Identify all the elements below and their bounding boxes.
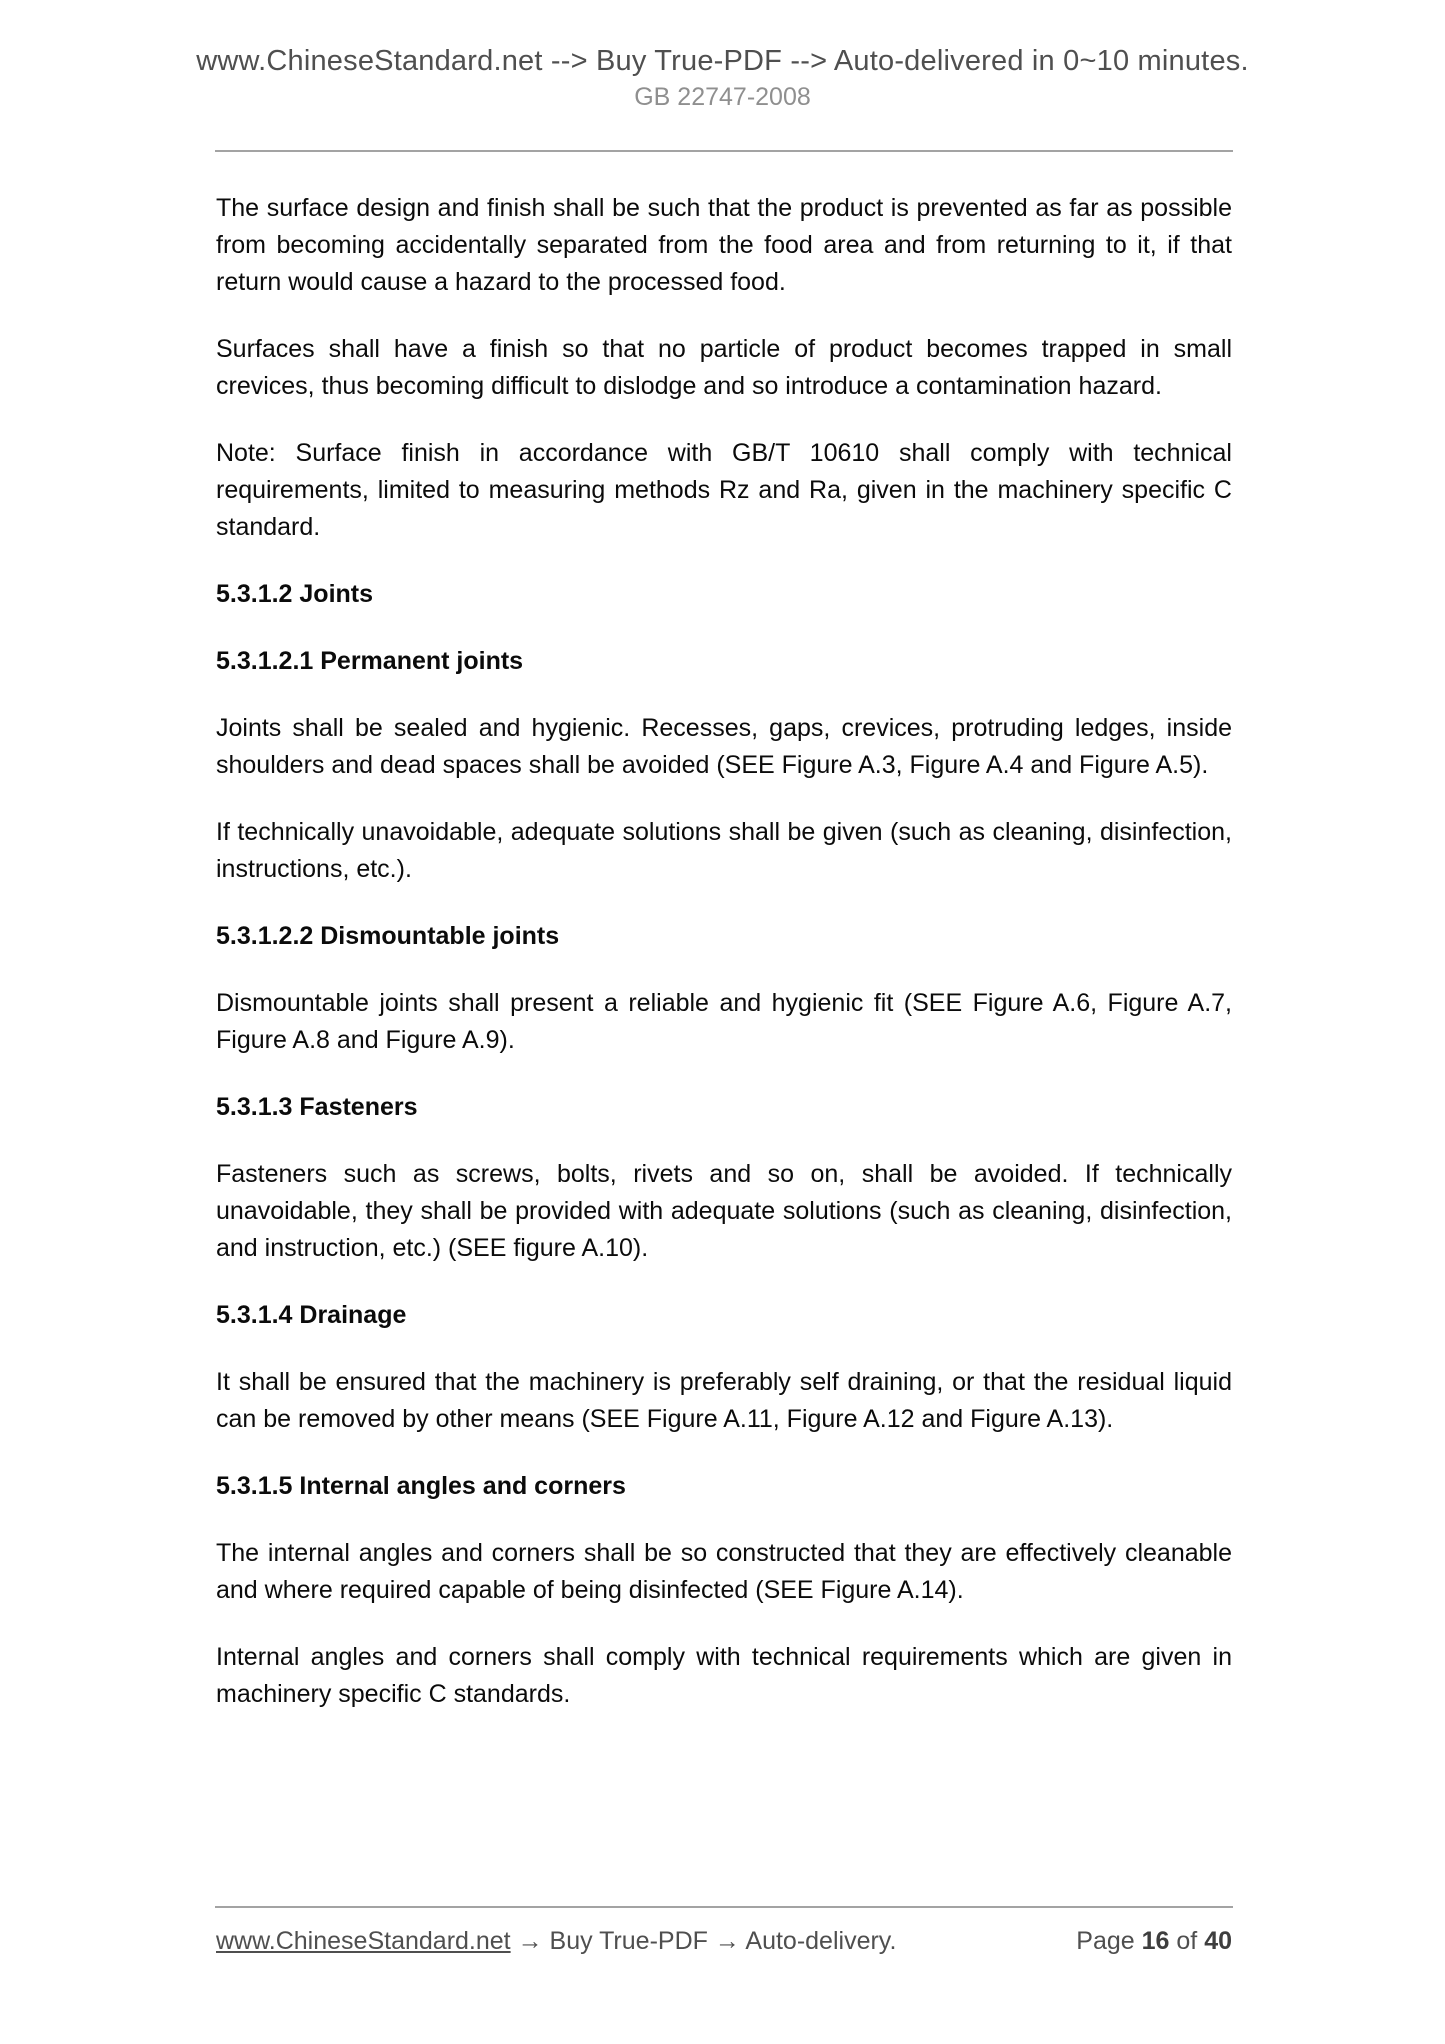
paragraph-note-gbt-10610: Note: Surface finish in accordance with GB/T 10610 shall comply with technical requirements, limited to measuring methods Rz and Ra, given in the machinery specific C standard. <box>216 439 1232 541</box>
standard-code: GB 22747-2008 <box>634 83 811 111</box>
paragraph-surface-finish: Surfaces shall have a finish so that no particle of product becomes trapped in small crevices, thus becoming difficult to dislodge and so introduce a contamination hazard. <box>216 335 1232 400</box>
page-header <box>0 0 1445 113</box>
paragraph-surface-design: The surface design and finish shall be such that the product is prevented as far as possible from becoming accidentally separated from the food area and from returning to it, if that return would cause a hazard to the processed food. <box>216 194 1232 296</box>
footer-divider <box>215 1906 1233 1908</box>
heading-5-3-1-3-fasteners: 5.3.1.3 Fasteners <box>216 1093 418 1121</box>
page-total: 40 <box>1204 1927 1232 1955</box>
page-current: 16 <box>1141 1927 1170 1955</box>
paragraph-internal-angles-comply: Internal angles and corners shall comply with technical requirements which are given in machinery specific C standards. <box>216 1643 1232 1708</box>
page-word: Page <box>1076 1927 1135 1955</box>
paragraph-fasteners: Fasteners such as screws, bolts, rivets and so on, shall be avoided. If technically unavoidable, they shall be provided with adequate solutions (such as cleaning, disinfection, and instruction, etc.) (SEE figure A.10). <box>216 1160 1232 1262</box>
page-indicator <box>1076 1924 1232 1958</box>
footer-tagline <box>216 1924 896 1958</box>
footer-website-link[interactable]: www.ChineseStandard.net <box>216 1927 511 1955</box>
footer-tagline-text: → Buy True-PDF → Auto-delivery. <box>510 1927 897 1955</box>
heading-5-3-1-2-1-permanent-joints: 5.3.1.2.1 Permanent joints <box>216 647 524 675</box>
header-banner: www.ChineseStandard.net --> Buy True-PDF --> Auto-delivered in 0~10 minutes. <box>196 45 1249 77</box>
paragraph-internal-angles-cleanable: The internal angles and corners shall be so constructed that they are effectively cleanable and where required capable of being disinfected (SEE Figure A.14). <box>216 1539 1232 1604</box>
heading-5-3-1-4-drainage: 5.3.1.4 Drainage <box>216 1301 407 1329</box>
heading-5-3-1-2-joints: 5.3.1.2 Joints <box>216 580 374 608</box>
page-footer <box>216 1924 1232 1958</box>
header-divider <box>215 150 1233 152</box>
paragraph-joints-unavoidable: If technically unavoidable, adequate solutions shall be given (such as cleaning, disinfection, instructions, etc.). <box>216 818 1232 883</box>
heading-5-3-1-2-2-dismountable-joints: 5.3.1.2.2 Dismountable joints <box>216 922 560 950</box>
paragraph-drainage: It shall be ensured that the machinery is preferably self draining, or that the residual liquid can be removed by other means (SEE Figure A.11, Figure A.12 and Figure A.13). <box>216 1368 1232 1433</box>
of-word: of <box>1176 1927 1198 1955</box>
heading-5-3-1-5-internal-angles: 5.3.1.5 Internal angles and corners <box>216 1472 626 1500</box>
paragraph-joints-sealed: Joints shall be sealed and hygienic. Recesses, gaps, crevices, protruding ledges, inside shoulders and dead spaces shall be avoided (SEE Figure A.3, Figure A.4 and Figure A.5). <box>216 714 1232 779</box>
paragraph-dismountable-joints: Dismountable joints shall present a reliable and hygienic fit (SEE Figure A.6, Figure A.7, Figure A.8 and Figure A.9). <box>216 989 1232 1054</box>
document-body <box>216 160 1232 1713</box>
